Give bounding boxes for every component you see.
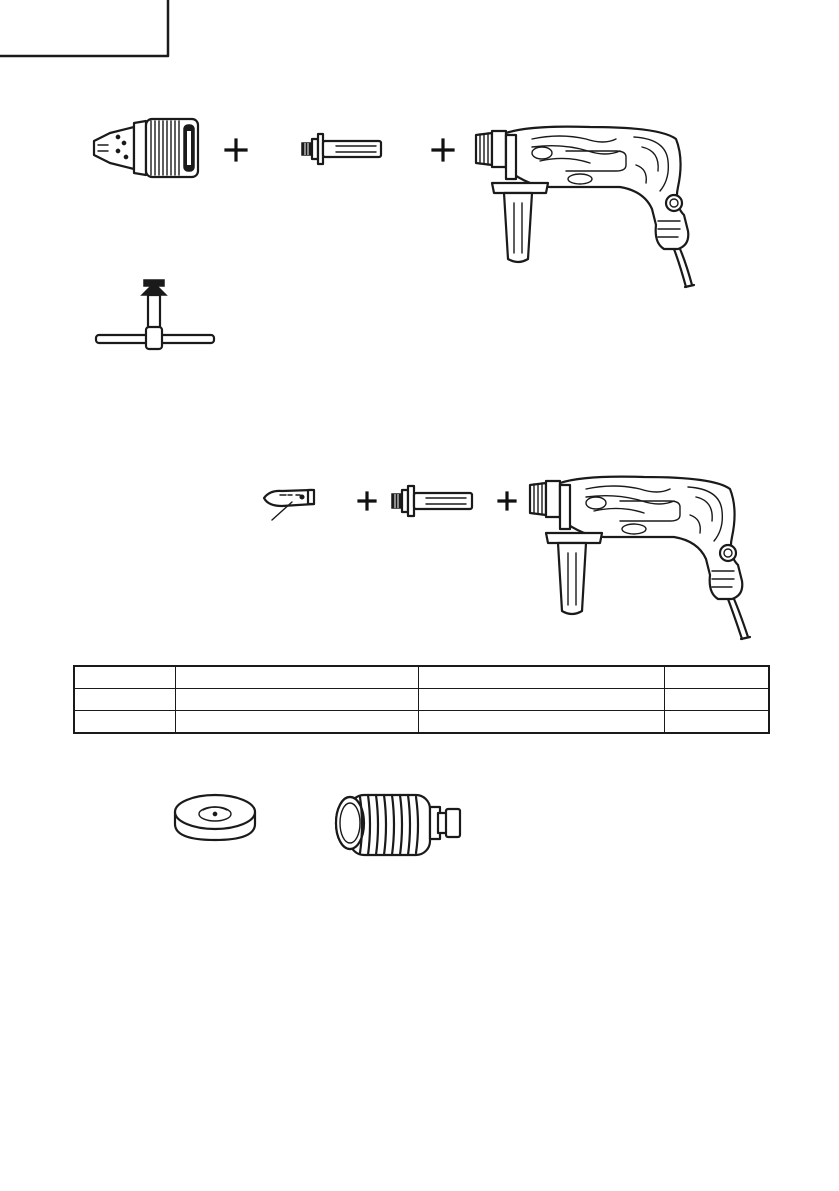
table-row — [74, 666, 769, 689]
table-cell — [175, 711, 418, 734]
table-cell — [175, 689, 418, 711]
dust-collector-bellows-illustration — [334, 787, 469, 862]
table-cell — [418, 666, 664, 689]
rotary-hammer-illustration — [470, 125, 710, 295]
chuck-adapter-illustration — [300, 131, 390, 167]
table-row — [74, 689, 769, 711]
table-cell — [74, 666, 175, 689]
spec-table — [73, 665, 770, 734]
tapered-shank-adapter-illustration — [262, 486, 332, 536]
table-cell — [74, 711, 175, 734]
drill-chuck-illustration — [88, 113, 208, 183]
rotary-hammer-illustration — [524, 473, 764, 643]
table-cell — [664, 666, 769, 689]
table-cell — [175, 666, 418, 689]
plus-sign — [432, 139, 454, 161]
chuck-adapter-illustration — [390, 484, 480, 520]
plus-sign — [498, 492, 516, 510]
dust-cup-illustration — [173, 790, 263, 850]
chuck-wrench-illustration — [94, 277, 224, 357]
plus-sign — [358, 492, 376, 510]
plus-sign — [225, 139, 247, 161]
table-cell — [418, 711, 664, 734]
table-cell — [664, 689, 769, 711]
table-cell — [664, 711, 769, 734]
table-row — [74, 711, 769, 734]
table-cell — [418, 689, 664, 711]
table-cell — [74, 689, 175, 711]
page-tab — [0, 0, 170, 58]
